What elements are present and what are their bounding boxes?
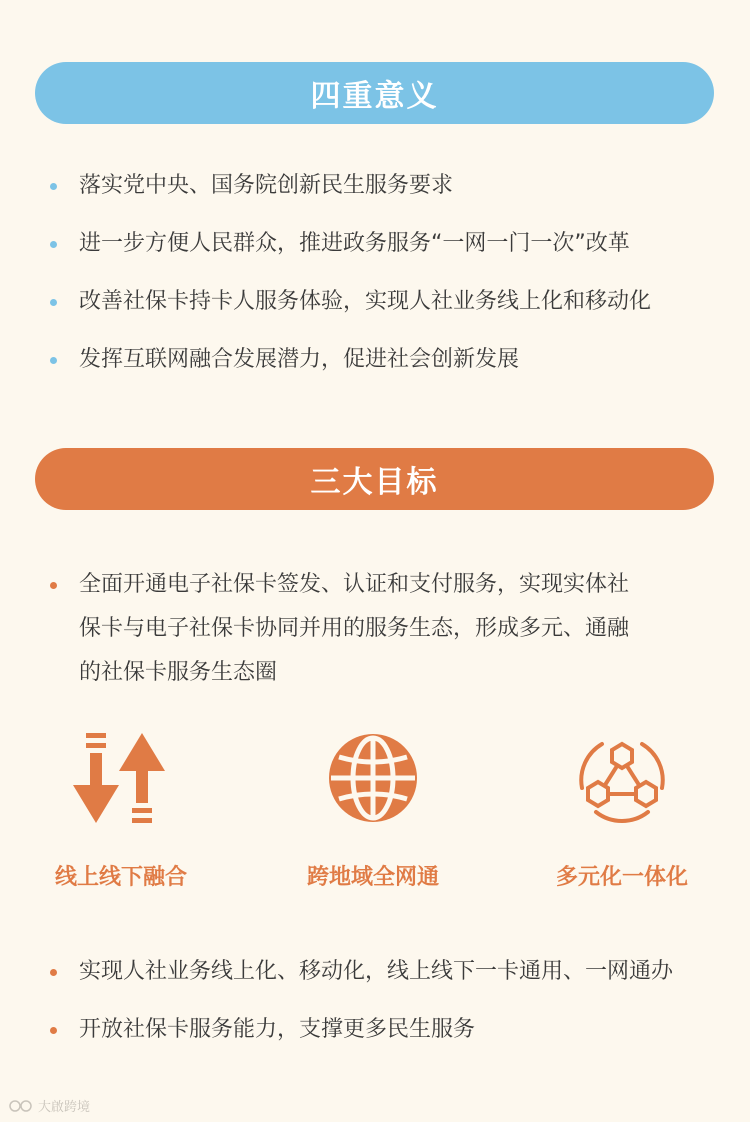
feature-label: 线上线下融合 <box>54 865 187 890</box>
bullet-dot-icon <box>50 241 57 248</box>
watermark <box>8 1096 90 1115</box>
feature-label: 跨地域全网通 <box>306 865 439 890</box>
list-item: 实现人社业务线上化、移动化，线上线下一卡通用、一网通办 <box>50 957 750 987</box>
globe-icon <box>325 730 421 826</box>
watermark-text: 大啟跨境 <box>38 1100 91 1115</box>
list-item: 开放社保卡服务能力，支撑更多民生服务 <box>50 1015 750 1045</box>
feature-cross-region <box>273 730 473 891</box>
feature-integration <box>522 730 722 891</box>
list-item: 改善社保卡持卡人服务体验，实现人社业务线上化和移动化 <box>50 287 730 317</box>
feature-online-offline <box>21 730 221 891</box>
bullet-dot-icon <box>50 357 57 364</box>
list-item: 落实党中央、国务院创新民生服务要求 <box>50 171 730 201</box>
up-down-arrows-icon <box>73 730 169 826</box>
section-banner-significance <box>35 62 714 124</box>
bullet-dot-icon <box>50 183 57 190</box>
watermark-logo-icon <box>8 1099 34 1113</box>
goals-intro-list <box>50 563 730 695</box>
feature-label: 多元化一体化 <box>555 865 688 890</box>
section-title: 四重意义 <box>310 79 439 114</box>
goals-list <box>50 957 750 1073</box>
section-banner-goals <box>35 448 714 510</box>
section-title: 三大目标 <box>310 465 439 500</box>
bullet-dot-icon <box>50 969 57 976</box>
list-item: 全面开通电子社保卡签发、认证和支付服务，实现实体社 保卡与电子社保卡协同并用的服务生态，形成多元、通融 的社保卡服务生态圈 <box>50 563 730 695</box>
hexagon-network-icon <box>574 730 670 826</box>
bullet-dot-icon <box>50 299 57 306</box>
bullet-dot-icon <box>50 582 57 589</box>
list-item: 发挥互联网融合发展潜力，促进社会创新发展 <box>50 345 730 375</box>
significance-list <box>50 171 730 403</box>
list-item: 进一步方便人民群众，推进政务服务“一网一门一次”改革 <box>50 229 730 259</box>
bullet-dot-icon <box>50 1027 57 1034</box>
